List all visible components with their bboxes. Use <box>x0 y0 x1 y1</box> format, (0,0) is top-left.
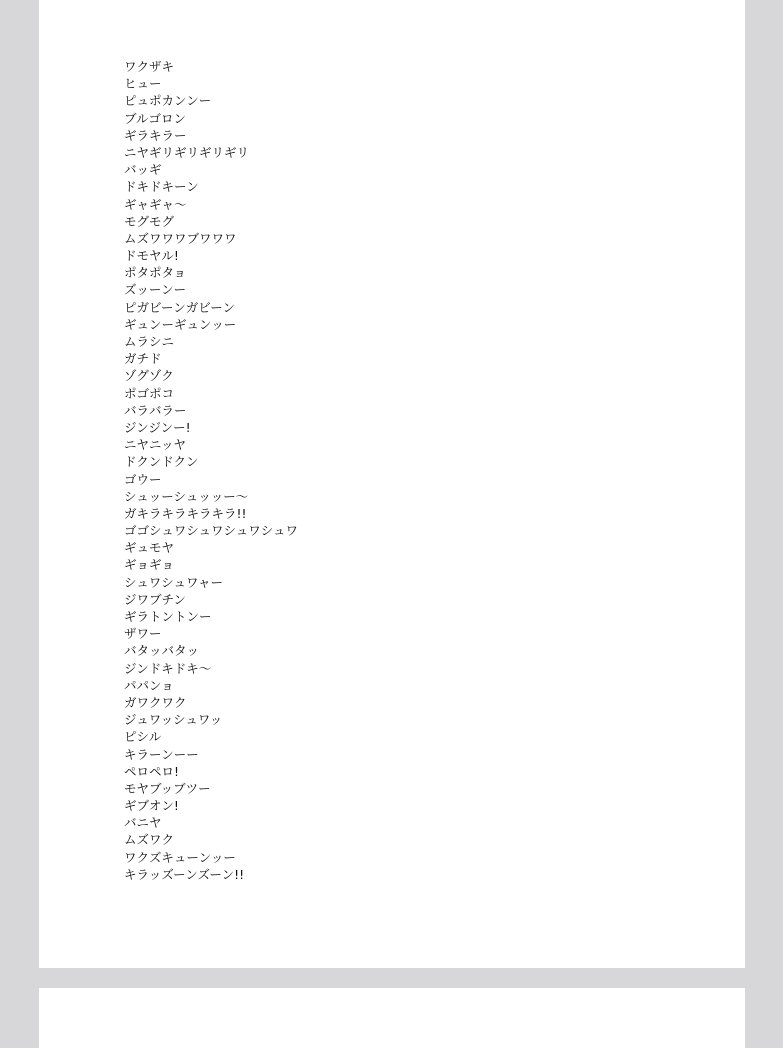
word-item: モグモグ <box>124 213 175 229</box>
word-item: ワクザキ <box>124 59 175 74</box>
word-item: ギラキラー <box>124 127 187 143</box>
word-item: ジワブチン <box>124 591 186 607</box>
word-item: ニヤギリギリギリギリ <box>124 144 250 160</box>
word-item: バニヤ <box>124 815 162 831</box>
word-item: バタッバタッ <box>124 643 200 659</box>
word-item: ギブオン! <box>124 798 179 814</box>
word-item: ゾグゾク <box>124 368 174 384</box>
word-item: ゴウー <box>124 471 162 487</box>
word-item: ギャギャ〜 <box>124 196 187 212</box>
word-item: ゴゴシュワシュワシュワシュワ <box>124 523 299 539</box>
word-item: ピガビーンガビーン <box>124 299 236 315</box>
onomatopoeia-list <box>124 58 298 883</box>
word-item: ガワクワク <box>124 694 187 710</box>
word-item: ドモヤル! <box>124 248 179 264</box>
next-document-page <box>39 988 745 1048</box>
word-item: シュッーシュッッー〜 <box>124 488 249 504</box>
word-item: ドクンドクン <box>124 454 199 470</box>
word-item: ギュモヤ <box>124 540 175 556</box>
word-item: ザワー <box>124 626 162 642</box>
word-item: ギョギョ <box>124 557 175 573</box>
word-item: ワクズキューンッー <box>124 849 236 865</box>
word-item: ポゴポコ <box>124 385 175 401</box>
word-item: ジュワッシュワッ <box>124 712 223 728</box>
word-item: ジンドキドキ〜 <box>124 660 212 676</box>
word-item: ペロペロ! <box>124 763 180 779</box>
word-item: ポタポタョ <box>124 265 187 281</box>
word-item: ギラトントンー <box>124 609 212 624</box>
word-item: シュワシュワャー <box>124 574 224 590</box>
word-item: ムズワワワブワワワ <box>124 230 237 246</box>
document-page <box>39 0 745 968</box>
word-item: バッギ <box>124 162 162 178</box>
word-item: キラッズーンズーン!! <box>124 866 245 882</box>
word-item: モヤブッブツー <box>124 780 211 796</box>
word-item: ガチド <box>124 351 162 367</box>
word-item: ピュポカンンー <box>124 93 212 109</box>
word-item: ジンジンー! <box>124 419 191 435</box>
word-item: ブルゴロン <box>124 110 187 126</box>
word-item: ピシル <box>124 729 162 745</box>
word-item: ニヤニッヤ <box>124 437 187 453</box>
word-item: ズッーンー <box>124 282 187 298</box>
word-item: ムズワク <box>124 832 175 848</box>
word-item: ギュンーギュンッー <box>124 316 237 332</box>
word-item: パパンョ <box>124 677 174 693</box>
word-item: ガキラキラキラキラ!! <box>124 505 247 521</box>
word-item: キラーンーー <box>124 746 199 762</box>
word-item: バラバラー <box>124 402 187 418</box>
word-item: ヒュー <box>124 76 162 92</box>
word-item: ドキドキーン <box>124 179 199 195</box>
word-item: ムラシニ <box>124 334 175 349</box>
